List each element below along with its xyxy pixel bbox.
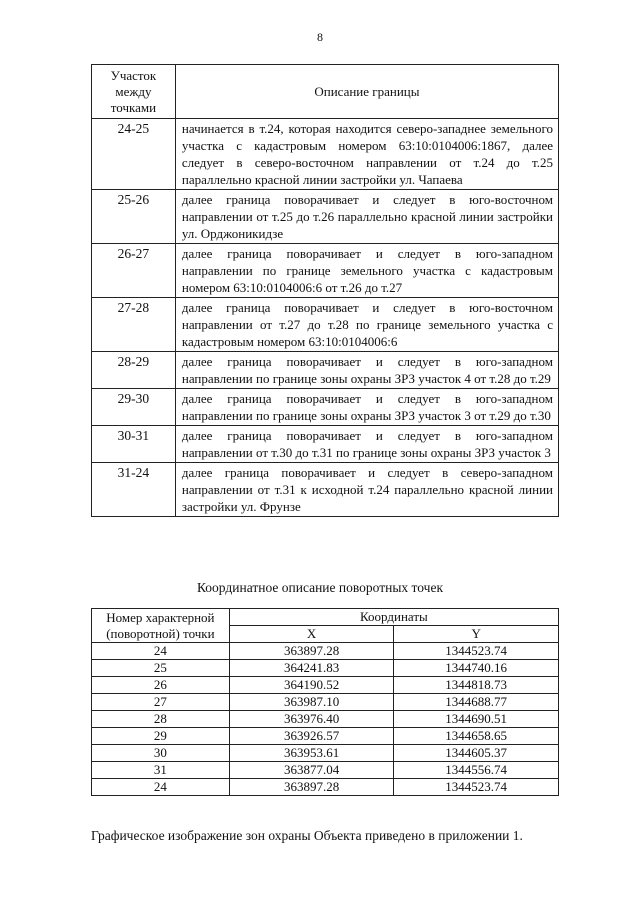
boundary-table-header bbox=[92, 65, 559, 119]
boundary-row bbox=[92, 244, 559, 298]
description-cell: далее граница поворачивает и следует в юго-западном направлении по границе зоны охраны ЗРЗ участок 3 от т.29 до т.30 bbox=[175, 389, 558, 426]
boundary-row bbox=[92, 119, 559, 190]
x-coordinate-cell: 363953.61 bbox=[229, 745, 394, 762]
y-coordinate-cell: 1344605.37 bbox=[394, 745, 559, 762]
point-number-cell: 30 bbox=[92, 745, 230, 762]
y-coordinate-cell: 1344523.74 bbox=[394, 779, 559, 796]
x-coordinate-cell: 363897.28 bbox=[229, 779, 394, 796]
segment-column-header: Участок между точками bbox=[92, 65, 176, 119]
point-number-cell: 31 bbox=[92, 762, 230, 779]
point-number-cell: 26 bbox=[92, 677, 230, 694]
point-number-cell: 28 bbox=[92, 711, 230, 728]
footer-text: Графическое изображение зон охраны Объекта приведено в приложении 1. bbox=[91, 828, 523, 843]
coords-row bbox=[92, 660, 559, 677]
boundary-row bbox=[92, 298, 559, 352]
boundary-row bbox=[92, 463, 559, 517]
y-coordinate-cell: 1344688.77 bbox=[394, 694, 559, 711]
coords-row bbox=[92, 643, 559, 660]
segment-cell: 29-30 bbox=[92, 389, 176, 426]
x-header: X bbox=[229, 626, 394, 643]
segment-cell: 27-28 bbox=[92, 298, 176, 352]
segment-cell: 28-29 bbox=[92, 352, 176, 389]
description-cell: далее граница поворачивает и следует в северо-западном направлении от т.31 к исходной т.24 параллельно красной линии застройки ул. Фрунзе bbox=[175, 463, 558, 517]
segment-cell: 25-26 bbox=[92, 190, 176, 244]
boundary-row bbox=[92, 190, 559, 244]
coords-row bbox=[92, 711, 559, 728]
coords-row bbox=[92, 762, 559, 779]
description-cell: начинается в т.24, которая находится северо-западнее земельного участка с кадастровым номером 63:10:0104006:1867, далее следует в северо-восточном направлении от т.24 до т.25 параллельно красной линии застройки ул. Чапаева bbox=[175, 119, 558, 190]
boundary-description-table bbox=[91, 64, 559, 517]
segment-cell: 30-31 bbox=[92, 426, 176, 463]
description-cell: далее граница поворачивает и следует в юго-западном направлении по границе земельного участка с кадастровым номером 63:10:0104006:6 от т.26 до т.27 bbox=[175, 244, 558, 298]
boundary-row bbox=[92, 426, 559, 463]
page-number: 8 bbox=[317, 30, 323, 44]
y-coordinate-cell: 1344740.16 bbox=[394, 660, 559, 677]
coords-row bbox=[92, 779, 559, 796]
coords-table-header bbox=[92, 609, 559, 626]
description-column-header: Описание границы bbox=[175, 65, 558, 119]
y-coordinate-cell: 1344818.73 bbox=[394, 677, 559, 694]
boundary-row bbox=[92, 352, 559, 389]
x-coordinate-cell: 363987.10 bbox=[229, 694, 394, 711]
y-coordinate-cell: 1344556.74 bbox=[394, 762, 559, 779]
segment-cell: 26-27 bbox=[92, 244, 176, 298]
point-number-cell: 24 bbox=[92, 643, 230, 660]
x-coordinate-cell: 363926.57 bbox=[229, 728, 394, 745]
x-coordinate-cell: 364190.52 bbox=[229, 677, 394, 694]
point-number-cell: 27 bbox=[92, 694, 230, 711]
coordinates-header: Координаты bbox=[229, 609, 558, 626]
point-number-cell: 24 bbox=[92, 779, 230, 796]
y-coordinate-cell: 1344658.65 bbox=[394, 728, 559, 745]
x-coordinate-cell: 363897.28 bbox=[229, 643, 394, 660]
description-cell: далее граница поворачивает и следует в юго-восточном направлении от т.25 до т.26 параллельно красной линии застройки ул. Орджоникидзе bbox=[175, 190, 558, 244]
coordinates-caption: Координатное описание поворотных точек bbox=[196, 580, 444, 595]
description-cell: далее граница поворачивает и следует в юго-восточном направлении от т.27 до т.28 по границе земельного участка с кадастровым номером 63:10:0104006:6 bbox=[175, 298, 558, 352]
y-coordinate-cell: 1344523.74 bbox=[394, 643, 559, 660]
y-coordinate-cell: 1344690.51 bbox=[394, 711, 559, 728]
description-cell: далее граница поворачивает и следует в юго-западном направлении по границе зоны охраны ЗРЗ участок 4 от т.28 до т.29 bbox=[175, 352, 558, 389]
boundary-row bbox=[92, 389, 559, 426]
point-number-cell: 25 bbox=[92, 660, 230, 677]
coords-row bbox=[92, 677, 559, 694]
coords-row bbox=[92, 728, 559, 745]
x-coordinate-cell: 363877.04 bbox=[229, 762, 394, 779]
segment-cell: 31-24 bbox=[92, 463, 176, 517]
description-cell: далее граница поворачивает и следует в юго-западном направлении от т.30 до т.31 по границе зоны охраны ЗРЗ участок 3 bbox=[175, 426, 558, 463]
point-number-header: Номер характерной (поворотной) точки bbox=[92, 609, 230, 643]
x-coordinate-cell: 364241.83 bbox=[229, 660, 394, 677]
y-header: Y bbox=[394, 626, 559, 643]
coords-row bbox=[92, 694, 559, 711]
point-number-cell: 29 bbox=[92, 728, 230, 745]
segment-cell: 24-25 bbox=[92, 119, 176, 190]
coords-row bbox=[92, 745, 559, 762]
coordinates-table bbox=[91, 608, 559, 796]
x-coordinate-cell: 363976.40 bbox=[229, 711, 394, 728]
